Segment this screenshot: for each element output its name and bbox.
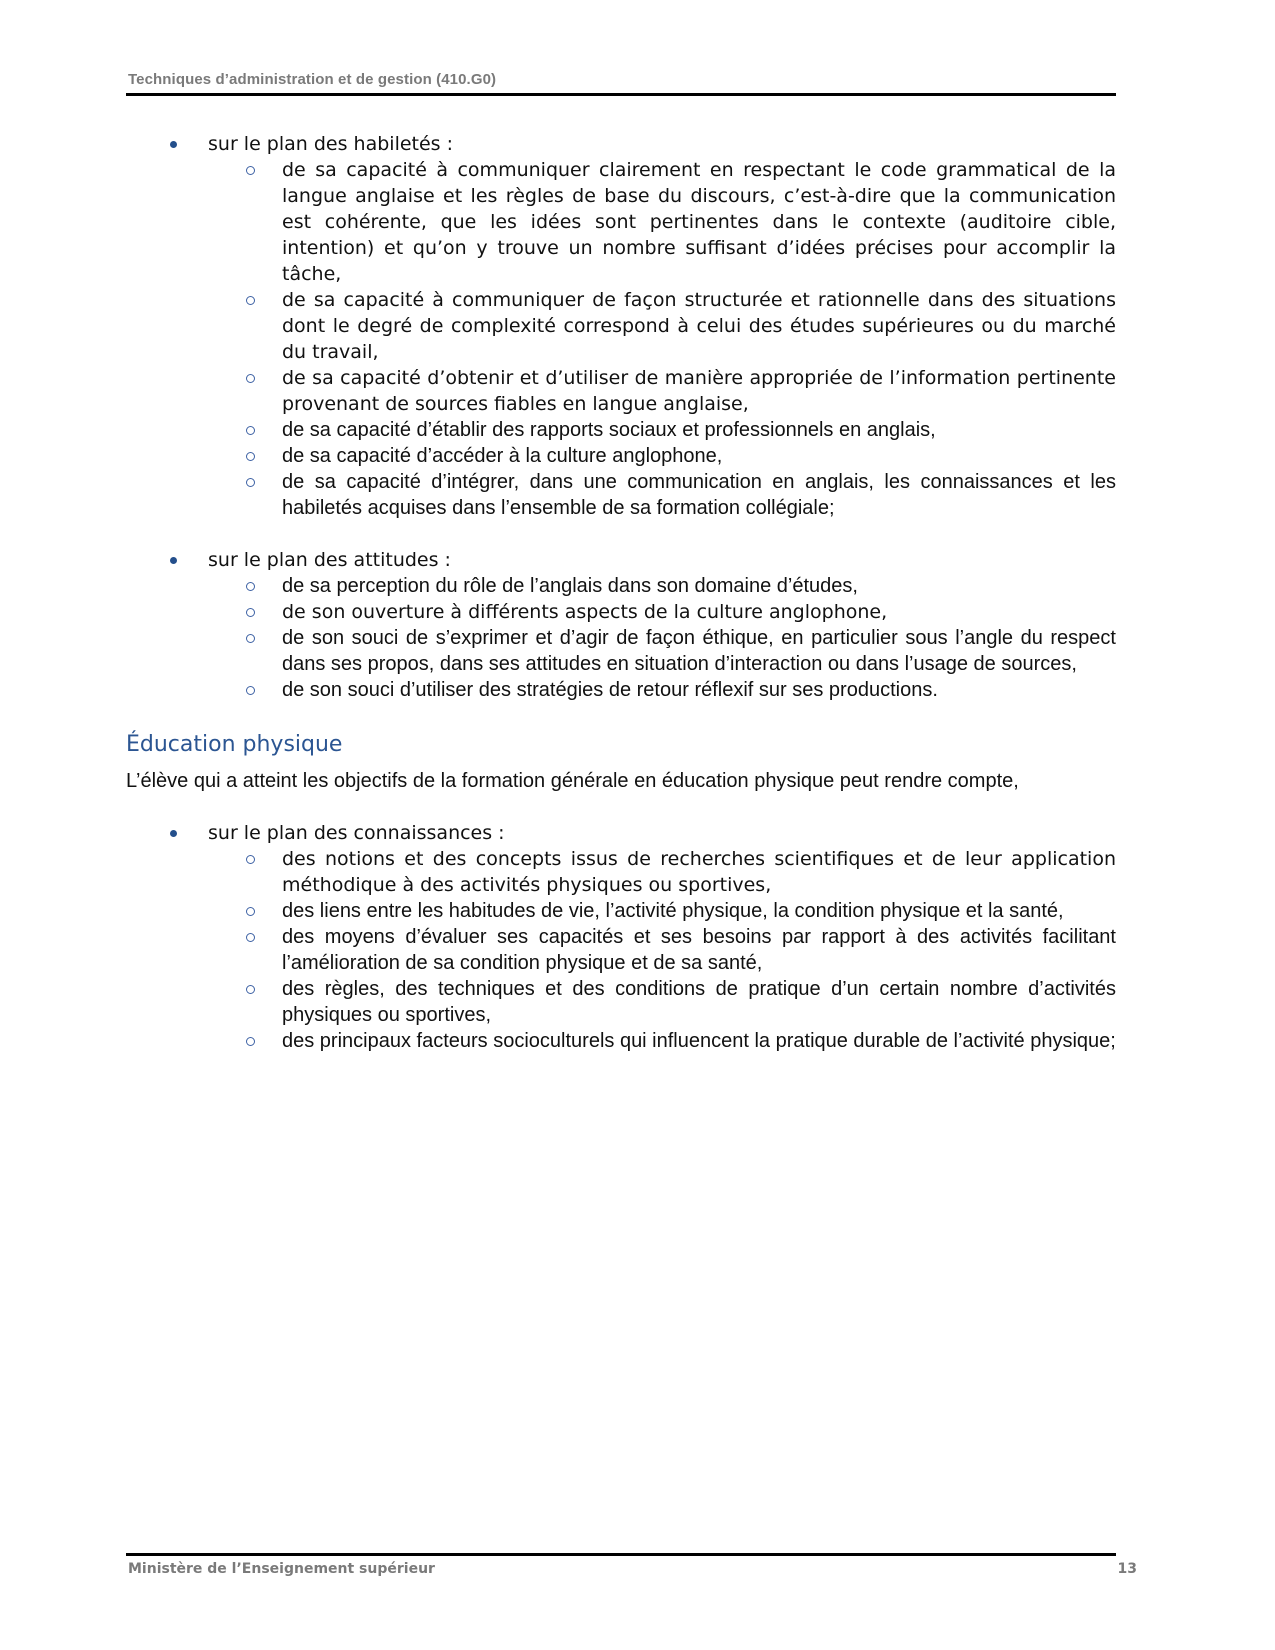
page-number: 13 [1117,1561,1137,1577]
bullet-connaissances [126,820,1116,846]
list-item: de sa capacité d’établir des rapports sociaux et professionnels en anglais, [126,417,1116,443]
connaissances-sublist [126,846,1116,1054]
page-content [126,131,1116,1054]
list-item: de son ouverture à différents aspects de la culture anglophone, [126,599,1116,625]
footer-divider [126,1553,1116,1556]
footer-publisher: Ministère de l’Enseignement supérieur [128,1561,435,1577]
list-item: de son souci de s’exprimer et d’agir de façon éthique, en particulier sous l’angle du respect dans ses propos, dans ses attitudes en situation d’interaction ou dans l’usage de sources, [126,625,1116,677]
circle-bullet-icon [246,296,255,305]
list-item: de sa capacité à communiquer de façon structurée et rationnelle dans des situations dont le degré de complexité correspond à celui des études supérieures ou du marché du travail, [126,287,1116,365]
circle-bullet-icon [246,478,255,487]
bullet-label: sur le plan des connaissances : [208,822,505,844]
list-item: de sa capacité d’intégrer, dans une communication en anglais, les connaissances et les habiletés acquises dans l’ensemble de sa formation collégiale; [126,469,1116,521]
bullet-label: sur le plan des attitudes : [208,549,451,571]
list-item: des notions et des concepts issus de recherches scientifiques et de leur application méthodique à des activités physiques ou sportives, [126,846,1116,898]
circle-bullet-icon [246,582,255,591]
list-item: des principaux facteurs socioculturels qui influencent la pratique durable de l’activité physique; [126,1028,1116,1054]
list-item: des règles, des techniques et des conditions de pratique d’un certain nombre d’activités physiques ou sportives, [126,976,1116,1028]
bullet-dot-icon [170,141,177,148]
circle-bullet-icon [246,426,255,435]
circle-bullet-icon [246,374,255,383]
section-intro: L’élève qui a atteint les objectifs de la formation générale en éducation physique peut rendre compte, [126,770,1019,792]
circle-bullet-icon [246,1037,255,1046]
bullet-label: sur le plan des habiletés : [208,133,454,155]
bullet-habiletes [126,131,1116,157]
habiletes-sublist [126,157,1116,521]
list-item: de sa capacité d’accéder à la culture anglophone, [126,443,1116,469]
bullet-dot-icon [170,557,177,564]
circle-bullet-icon [246,933,255,942]
list-item: de sa perception du rôle de l’anglais dans son domaine d’études, [126,573,1116,599]
attitudes-sublist [126,573,1116,703]
list-item: de sa capacité à communiquer clairement en respectant le code grammatical de la langue anglaise et les règles de base du discours, c’est-à-dire que la communication est cohérente, que les idées sont pertinentes dans le contexte (auditoire cible, intention) et qu’on y trouve un nombre suffisant d’idées précises pour accomplir la tâche, [126,157,1116,287]
circle-bullet-icon [246,608,255,617]
bullet-dot-icon [170,830,177,837]
header-divider [126,93,1116,96]
list-item: des moyens d’évaluer ses capacités et ses besoins par rapport à des activités facilitant l’amélioration de sa condition physique et de sa santé, [126,924,1116,976]
circle-bullet-icon [246,634,255,643]
circle-bullet-icon [246,686,255,695]
bullet-attitudes [126,547,1116,573]
circle-bullet-icon [246,907,255,916]
circle-bullet-icon [246,855,255,864]
circle-bullet-icon [246,166,255,175]
running-header-title: Techniques d’administration et de gestion (410.G0) [128,71,497,88]
list-item: de son souci d’utiliser des stratégies de retour réflexif sur ses productions. [126,677,1116,703]
section-heading: Éducation physique [126,732,343,757]
circle-bullet-icon [246,985,255,994]
list-item: des liens entre les habitudes de vie, l’activité physique, la condition physique et la santé, [126,898,1116,924]
circle-bullet-icon [246,452,255,461]
list-item: de sa capacité d’obtenir et d’utiliser de manière appropriée de l’information pertinente provenant de sources fiables en langue anglaise, [126,365,1116,417]
